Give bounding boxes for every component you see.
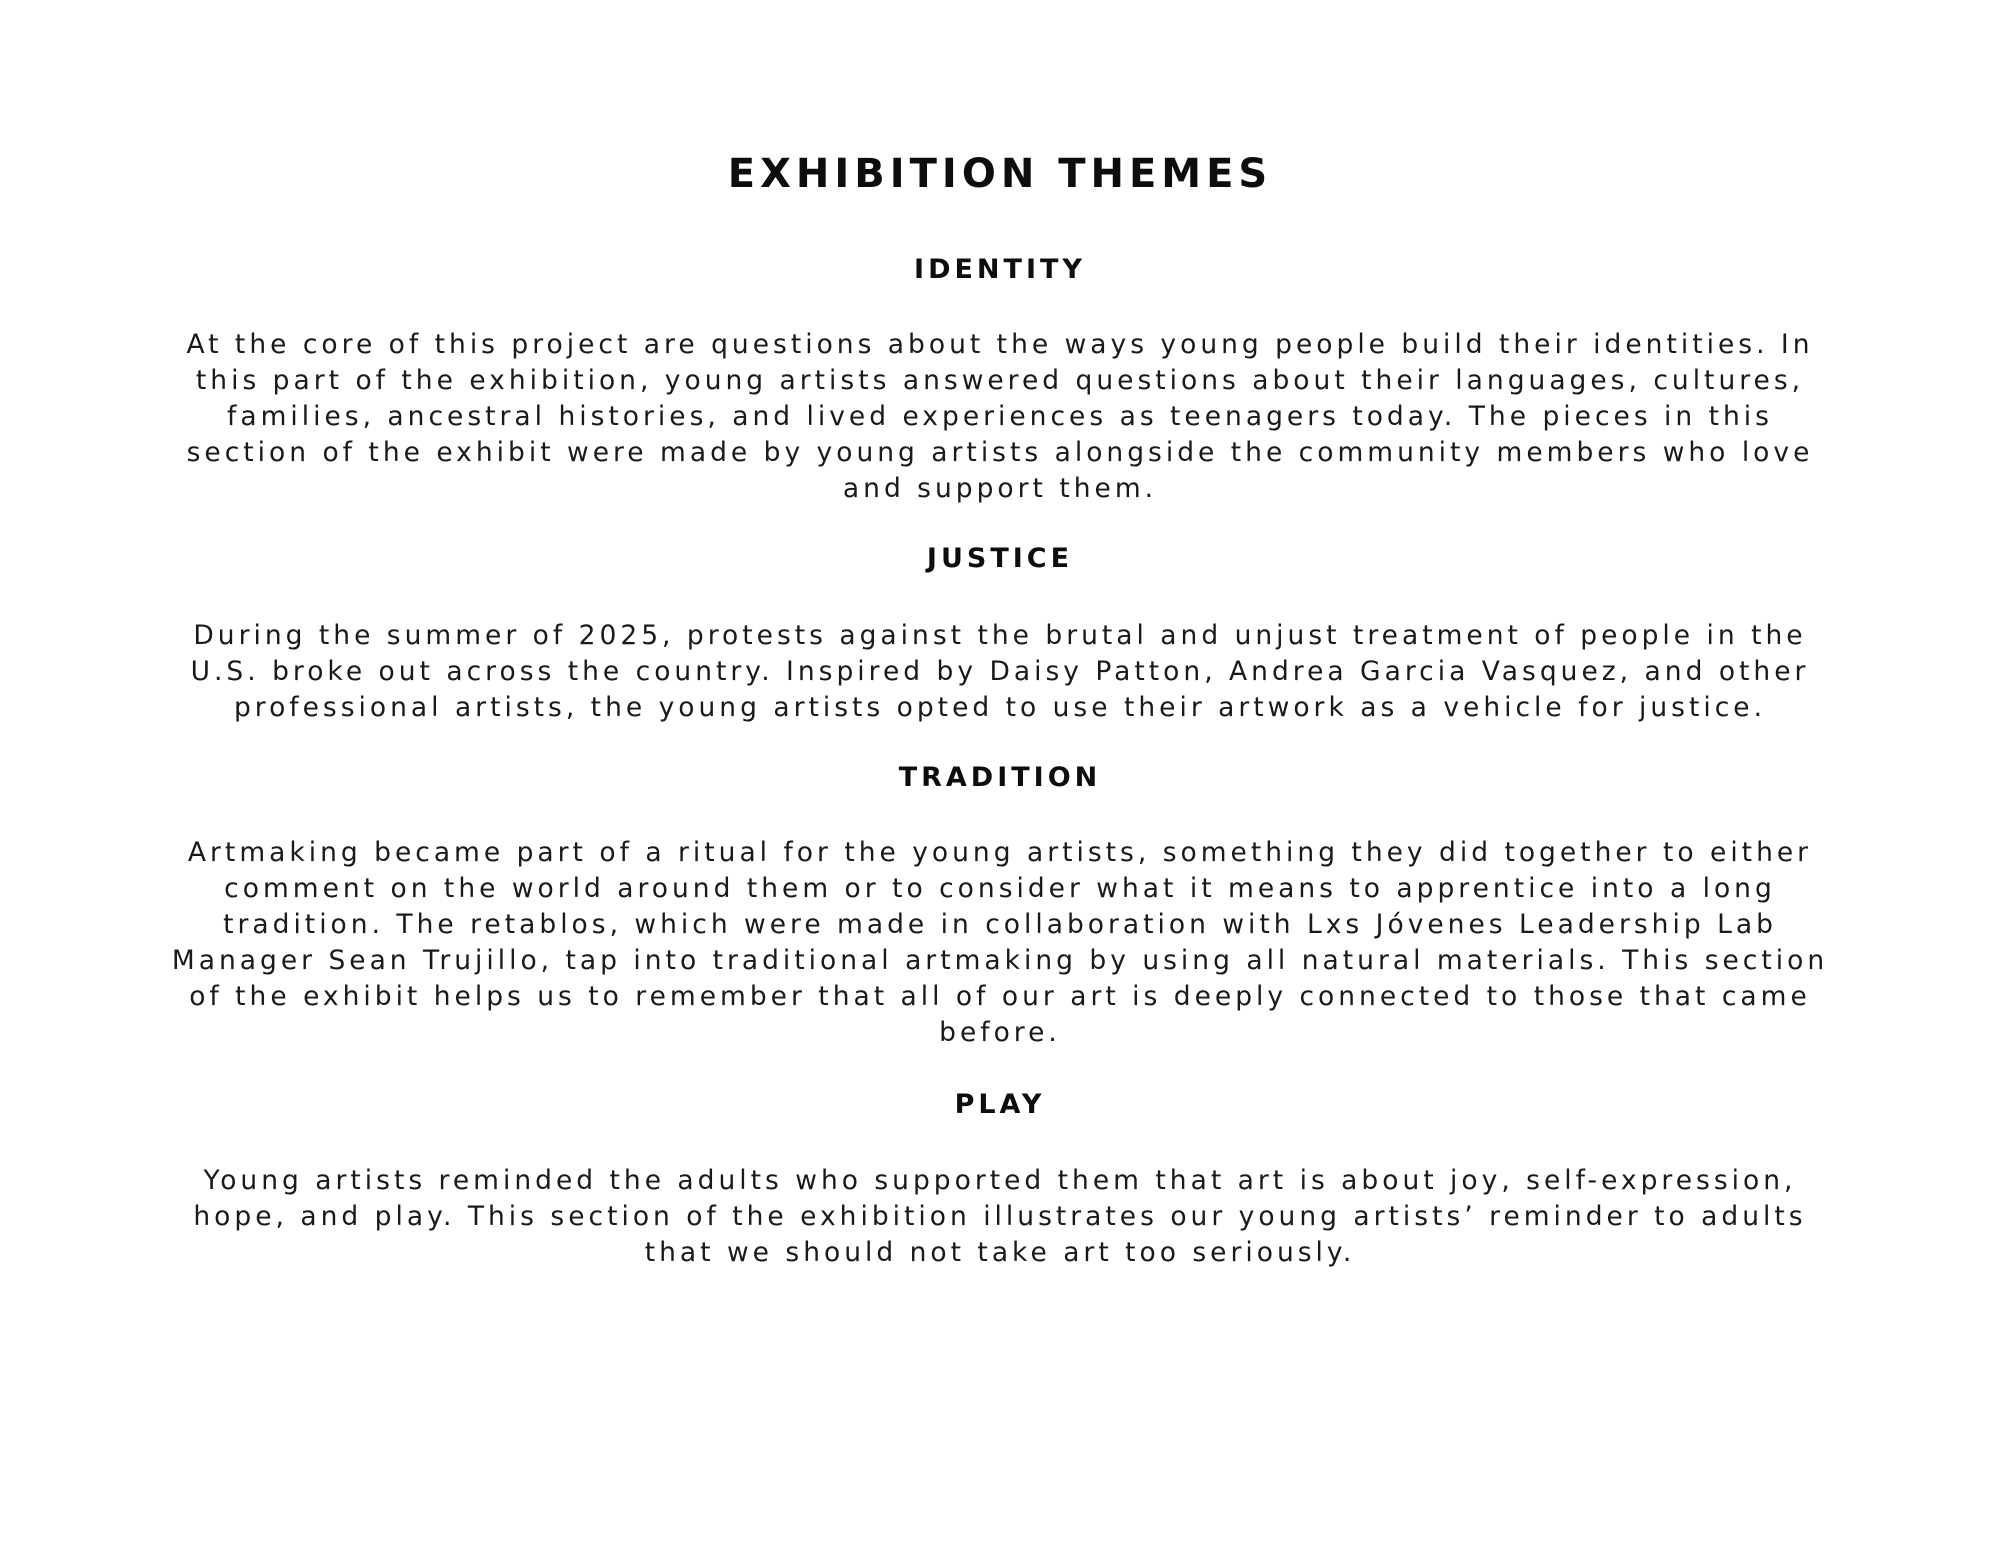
section-body-play: Young artists reminded the adults who supported them that art is about joy, self-expression, hope, and play. This section of the exhibition illustrates our young artists’ reminder to adults that we should not take art too seriously. — [193, 1165, 1807, 1268]
section-heading-identity: IDENTITY — [914, 254, 1086, 285]
section-body-tradition: Artmaking became part of a ritual for the young artists, something they did together to either comment on the world around them or to consider what it means to apprentice into a long tradition. The retablos, which were made in collaboration with Lxs Jóvenes Leadership Lab Manager Sean Trujillo, tap into traditional artmaking by using all natural materials. This section of the exhibit helps us to remember that all of our art is deeply connected to those that came before. — [171, 837, 1829, 1048]
section-body-justice: During the summer of 2025, protests against the brutal and unjust treatment of people in the U.S. broke out across the country. Inspired by Daisy Patton, Andrea Garcia Vasquez, and other professional artists, the young artists opted to use their artwork as a vehicle for justice. — [190, 620, 1810, 723]
section-heading-tradition: TRADITION — [898, 762, 1102, 793]
page-title: EXHIBITION THEMES — [727, 151, 1273, 197]
section-heading-play: PLAY — [954, 1089, 1046, 1120]
section-heading-justice: JUSTICE — [926, 543, 1074, 574]
section-body-identity: At the core of this project are questions about the ways young people build their identities. In this part of the exhibition, young artists answered questions about their languages, cultures, families, ancestral histories, and lived experiences as teenagers today. The pieces in this section of the exhibit were made by young artists alongside the community members who love and support them. — [186, 329, 1814, 504]
